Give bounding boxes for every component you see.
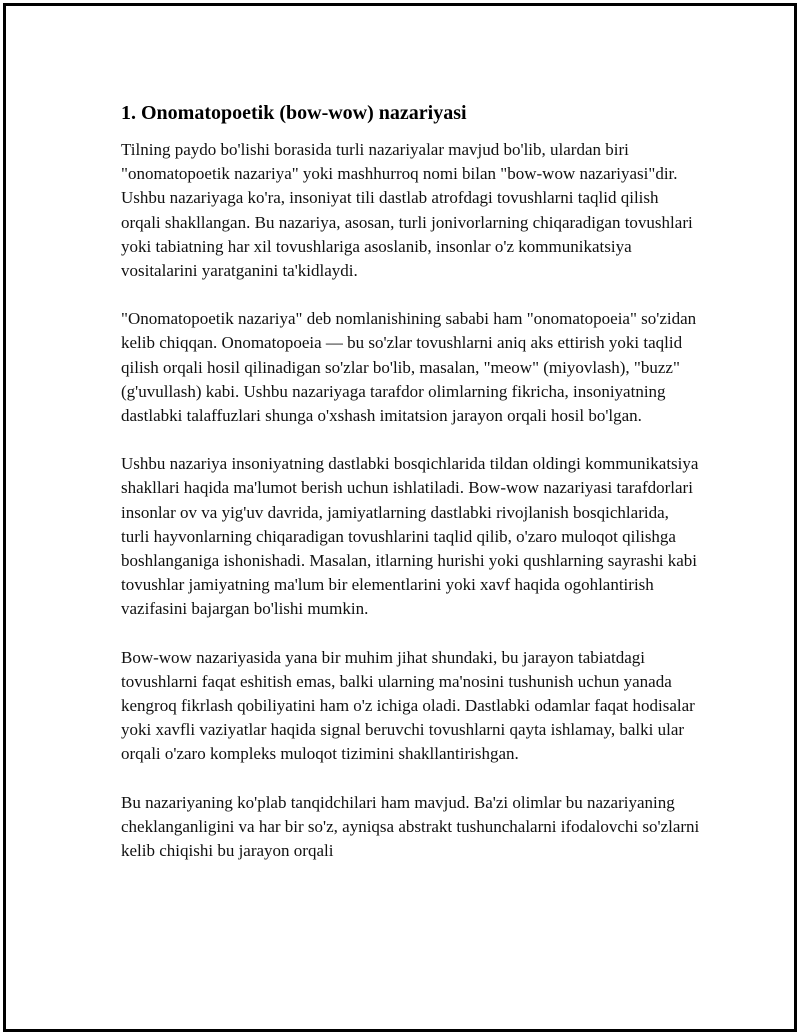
paragraph-4: Bow-wow nazariyasida yana bir muhim jihat shundaki, bu jarayon tabiatdagi tovushlarni faqat eshitish emas, balki ularning ma'nosini tushunish uchun yanada kengroq fikrlash qobiliyatini ham o'z ichiga oladi. Dastlabki odamlar faqat hodisalar yoki xavfli vaziyatlar haqida signal beruvchi tovushlarni qayta ishlamay, balki ular orqali o'zaro kompleks muloqot tizimini shakllantirishgan. [121,647,695,764]
paragraph-1: Tilning paydo bo'lishi borasida turli nazariyalar mavjud bo'lib, ulardan biri "onomatopoetik nazariya" yoki mashhurroq nomi bilan "bow-wow nazariyasi"dir. Ushbu nazariyaga ko'ra, insoniyat tili dastlab atrofdagi tovushlarni taqlid qilish orqali shakllangan. Bu nazariya, asosan, turli jonivorlarning chiqaradigan tovushlari yoki tabiatning har xil tovushlariga asoslanib, insonlar o'z kommunikatsiya vositalarini yaratganini ta'kidlaydi. [121,140,693,281]
paragraph-2: "Onomatopoetik nazariya" deb nomlanishining sababi ham "onomatopoeia" so'zidan kelib chiqqan. Onomatopoeia — bu so'zlar tovushlarni aniq aks ettirish yoki taqlid qilish orqali hosil qilinadigan so'zlar bo'lib, masalan, "meow" (miyovlash), "buzz" (g'uvullash) kabi. Ushbu nazariyaga tarafdor olimlarning fikricha, insoniyatning dastlabki talaffuzlari shunga o'xshash imitatsion jarayon orqali hosil bo'lgan. [121,309,697,426]
paragraph-5: Bu nazariyaning ko'plab tanqidchilari ham mavjud. Ba'zi olimlar bu nazariyaning cheklanganligini va har bir so'z, ayniqsa abstrakt tushunchalarni ifodalovchi so'zlarni kelib chiqishi bu jarayon orqali [121,792,700,861]
paragraph-3: Ushbu nazariya insoniyatning dastlabki bosqichlarida tildan oldingi kommunikatsiya shakllari haqida ma'lumot berish uchun ishlatiladi. Bow-wow nazariyasi tarafdorlari insonlar ov va yig'uv davrida, jamiyatlarning dastlabki rivojlanish bosqichlarida, turli hayvonlarning chiqaradigan tovushlarini taqlid qilib, o'zaro muloqot qilishga boshlanganiga ishonishadi. Masalan, itlarning hurishi yoki qushlarning sayrashi kabi tovushlar jamiyatning ma'lum bir elementlarini yoki xavf haqida ogohlantirish vazifasini bajargan bo'lishi mumkin. [121,454,699,619]
document-body [121,99,701,887]
section-heading: 1. Onomatopoetik (bow-wow) nazariyasi [121,102,467,124]
page-frame [3,3,797,1032]
